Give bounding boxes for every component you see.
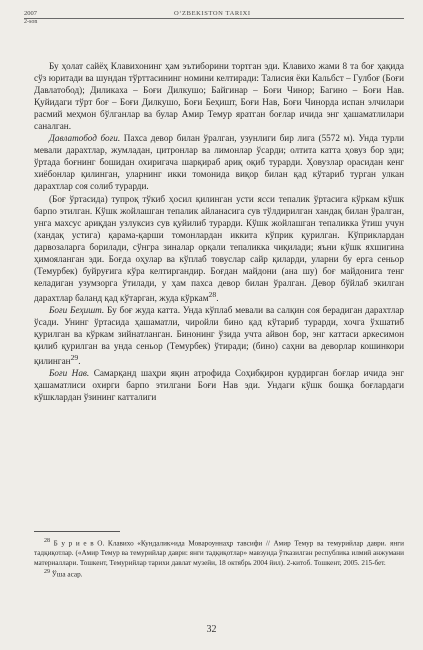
footnote-number-29: 29 [44, 569, 50, 576]
paragraph-davlatobod-text: Пахса девор билан ўралган, узунлиги бир лига (5572 м). Унда турли мевали дарахтлар, жумладан, цитронлар ва лимонлар ўсарди; олтита катта ҳовуз бор эди; ўртада боғнинг бошидан охиригача шарқираб ариқ оқиб турарди. Ҳовузлар орасидан кенг хиёбонлар қилинган, уларнинг икки томонида виқор билан қад кўтариб турган улкан дарахтлар соя солиб турарди. [34, 133, 404, 192]
footnote-29 [34, 568, 404, 580]
footnote-number-28: 28 [44, 538, 50, 544]
footnote-ref-29: 29 [70, 353, 79, 363]
paragraph-pavilion: (Боғ ўртасида) тупроқ тўкиб ҳосил қилинган усти ясси тепалик ўртасига кўркам кўшк барпо этилган. Кўшк жойлашган тепалик айланасига сув тўлдирилган хандақ билан ўралган, унга махсус ариқдан узлуксиз сув қуйилиб турарди. Кўшк жойлашган тепаликка ўтиш учун (хандақ устига) қарама-қарши томонлардан иккита кўприк қурилган. Кўприклардан дарвозаларга борилади, сўнгра зиналар орқали тепаликка чиқилади; яъни кўшк яхшигина ҳимояланган эди. Боғда оҳулар ва кўплаб товуслар сайр қиларди, уларни бу ерга сеньор (Темурбек) буйруғига кўра келтиргандир. Боғдан майдони (ана шу) боғ майдонига тенг келадиган узумзорга ўтилади, у ҳам пахса девор билан ўралган. Девор бўйлаб экилган дарахтлар баланд қад кўтарган, жуда кўркам$^{28}$. [34, 193, 404, 303]
footnote-29-text: Ўша асар. [51, 570, 83, 579]
page-number: 32 [206, 624, 217, 635]
paragraph-davlatobod [34, 132, 404, 192]
paragraph-clavijo-gardens: Бу ҳолат сайёҳ Клавихонинг ҳам эътиборини тортган эди. Клавихо жами 8 та боғ ҳақида сўз юритади ва шундан тўрттасининг номини келтиради: Талисия ёки Кальбст – Гулбоғ (Боғи Давлатобод); Диликаха – Боғи Дилкушо; Байгинар – Боғи Чинор; Багино – Боғи Нав. Қуйидаги тўрт боғ – Боғи Дилкушо, Боғи Беҳишт, Боғи Нав, Боғи Чинорда испан элчилари расмий меҳмон бўлганлар ва булар Амир Темур яратган боғлар ичида энг ҳашаматлилари саналган. [34, 61, 404, 132]
paragraph-bogi-behisht: Боғи Беҳишт. Бу боғ жуда катта. Унда кўплаб мевали ва салқин соя берадиган дарахтлар ўсади. Унинг ўртасида ҳашаматли, чиройли бино қад кўтариб турарди, хочга ўхшатиб қурилган ва кўркам зийнатланган. Бинонинг ўзида учта айвон бор, энг каттаси аркесимон қилиб қурилган ва унда сеньор (Темурбек) ўтиради; (бино) саҳни ва деворлар кошинкори қилинган$^{29}$. [34, 305, 404, 367]
paragraph-bogi-behisht-text: Бу боғ жуда катта. Унда кўплаб мевали ва салқин соя берадиган дарахтлар ўсади. Унинг ўртасида ҳашаматли, чиройли бино қад кўтариб турарди, хочга ўхшатиб қурилган ва кўркам зийнатланган. Бинонинг ўзида учта айвон бор, энг каттаси аркесимон қилиб қурилган ва унда сеньор (Темурбек) ўтиради; (бино) саҳни ва деворлар кошинкори қилинган [34, 305, 404, 367]
header-issue: 2-son [24, 19, 38, 25]
section-title-bogi-behisht: Боғи Беҳишт. [49, 305, 105, 315]
header-rule [24, 18, 404, 19]
paragraph-pavilion-text: (Боғ ўртасида) тупроқ тўкиб ҳосил қилинган усти ясси тепалик ўртасига кўркам кўшк барпо этилган. Кўшк жойлашган тепалик айланасига сув тўлдирилган хандақ билан ўралган, унга махсус ариқдан узлуксиз сув қуйилиб турарди. Кўшк жойлашган тепаликка ўтиш учун (хандақ устига) қарама-қарши томонлардан иккита кўприк қурилган. Кўприклардан дарвозаларга борилади, сўнгра зиналар орқали тепаликка чиқилади; яъни кўшк яхшигина ҳимояланган эди. Боғда оҳулар ва кўплаб товуслар сайр қиларди, уларни бу ерга сеньор (Темурбек) буйруғига кўра келтиргандир. Боғдан майдони (ана шу) боғ майдонига тенг келадиган узумзорга ўтилади, у ҳам пахса девор билан ўралган. Девор бўйлаб экилган дарахтлар баланд қад кўтарган, жуда кўркам [34, 193, 404, 303]
paragraph-bogi-nav [34, 367, 404, 403]
footnote-28 [34, 537, 404, 568]
footnotes [34, 537, 404, 580]
header-year: 2007 [24, 10, 37, 17]
article-body [34, 60, 404, 403]
section-title-bogi-nav: Боғи Нав. [49, 368, 90, 379]
footnote-ref-28: 28 [208, 289, 217, 299]
header-journal-title: O‘ZBEKISTON TARIXI [174, 10, 251, 17]
section-title-davlatobod: Давлатобод боғи. [49, 133, 121, 144]
footnote-rule [34, 531, 120, 532]
paragraph-bogi-nav-text: Самарқанд шаҳри яқин атрофида Соҳибқирон қурдирган боғлар ичида энг ҳашаматлиси охирги барпо этилгани Боғи Нав эди. Ундаги кўшк бошқа боғлардаги кўшклардан ўзининг катталиги [34, 368, 404, 403]
footnote-28-text: Б у р и е в О. Клавихо «Кундалик»ида Мовароуннаҳр тавсифи // Амир Темур ва темурийлар даври. янги тадқиқотлар. («Амир Темур ва темурийлар даври: янги тадқиқотлар» мавзуида ўтказилган республика илмий анжумани материаллари. Тошкент, Темурийлар тарихи давлат музейи, 18 октябрь 2004 йил). 2-китоб. Тошкент, 2005. 215-бет. [34, 539, 405, 567]
